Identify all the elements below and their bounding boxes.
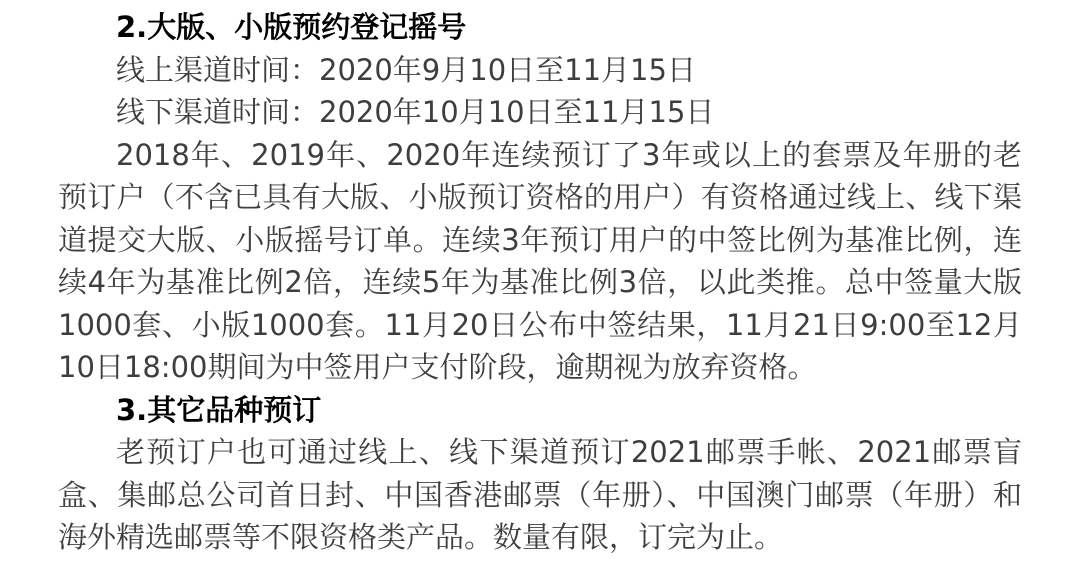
paragraph-offline-channel-time: 线下渠道时间：2020年10月10日至11月15日: [116, 95, 715, 129]
section-heading-other-products: 3.其它品种预订: [116, 392, 322, 427]
section-heading-shakehao: 2.大版、小版预约登记摇号: [116, 10, 467, 44]
paragraph-lottery-rules: 2018年、2019年、2020年连续预订了3年或以上的套票及年册的老预订户（不含已具有大版、小版预订资格的用户）有资格通过线上、线下渠道提交大版、小版摇号订单。连续3年预订用户的中签比例为基准比例，连续4年为基准比例2倍，连续5年为基准比例3倍，以此类推。总中签量大版1000套、小版1000套。11月20日公布中签结果，11月21日9:00至12月10日18:00期间为中签用户支付阶段，逾期视为放弃资格。: [58, 137, 1022, 384]
paragraph-online-channel-time: 线上渠道时间：2020年9月10日至11月15日: [116, 52, 696, 87]
paragraph-other-products: 老预订户也可通过线上、线下渠道预订2021邮票手帐、2021邮票盲盒、集邮总公司首日封、中国香港邮票（年册）、中国澳门邮票（年册）和海外精选邮票等不限资格类产品。数量有限，订完为止。: [58, 435, 1022, 554]
